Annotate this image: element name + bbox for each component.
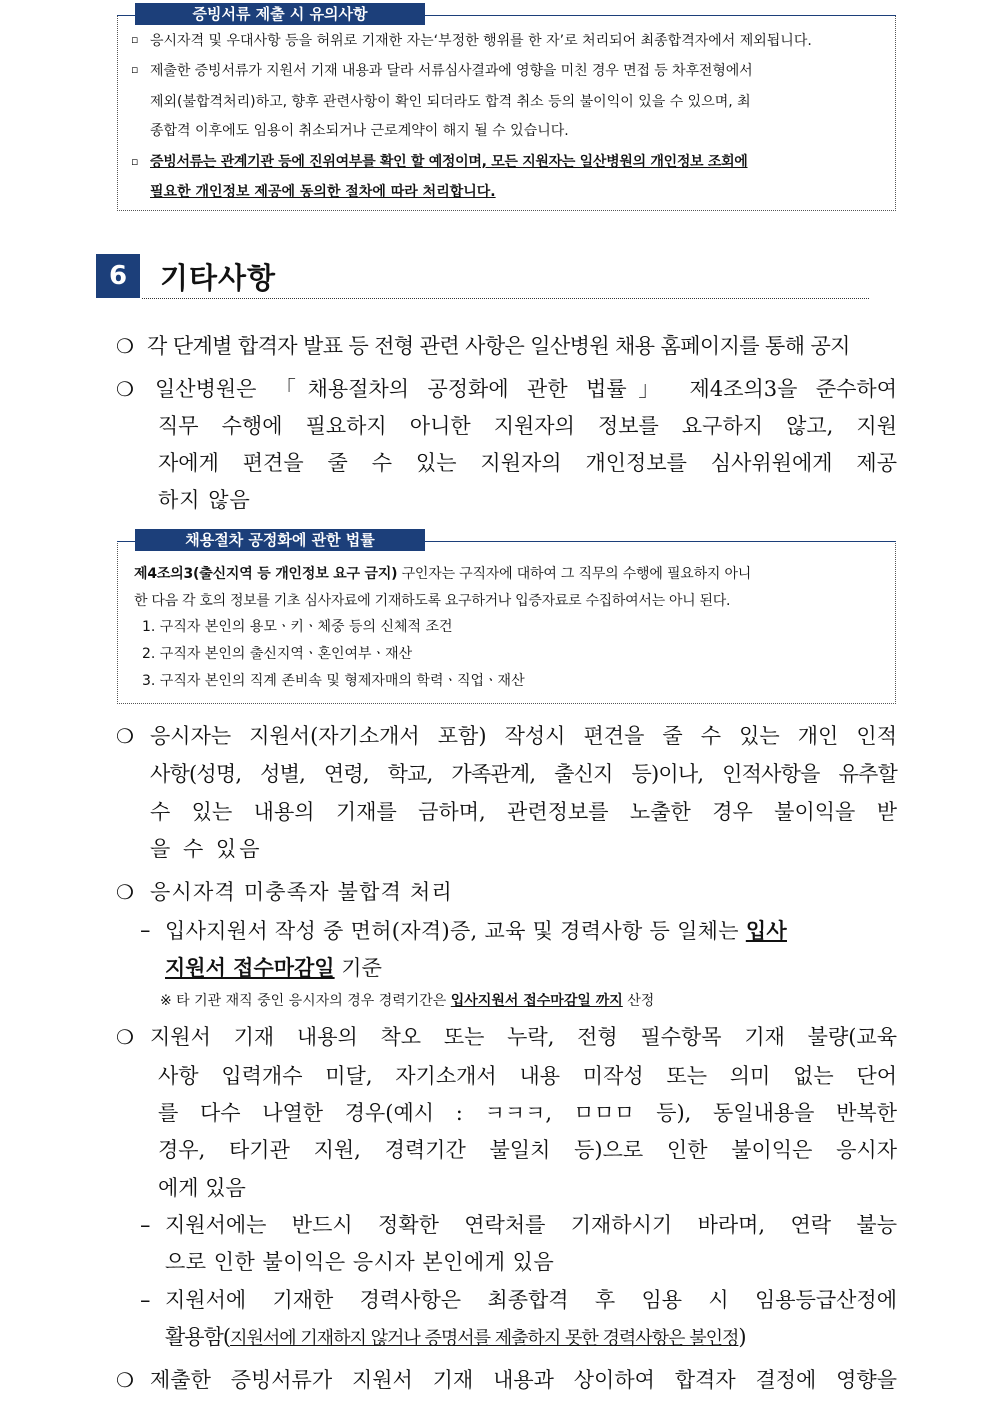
notice-item-1: 응시자격 및 우대사항 등을 허위로 기재한 자는‘부정한 행위를 한 자’로 처리되어 최종합격자에서 제외됩니다. — [150, 33, 812, 49]
section-number: 6 — [96, 254, 140, 298]
para-eligibility-sub-line-1 — [165, 912, 897, 950]
circle-bullet-icon: ❍ — [116, 1368, 134, 1392]
para-error-line-2: 사항 입력개수 미달, 자기소개서 내용 미작성 또는 의미 없는 단어 — [158, 1064, 897, 1088]
notice-item-2-line-3: 종합격 이후에도 임용이 취소되거나 근로계약이 해지 될 수 있습니다. — [150, 123, 569, 139]
note-end: 산정 — [622, 993, 655, 1009]
circle-bullet-icon: ❍ — [116, 724, 134, 748]
circle-bullet-icon: ❍ — [116, 377, 134, 401]
notice-box-tag: 증빙서류 제출 시 유의사항 — [135, 3, 425, 25]
career-text: 활용함( — [165, 1325, 231, 1349]
deadline-emphasis: 지원서 접수마감일 — [165, 955, 335, 980]
dash-bullet: – — [140, 918, 151, 942]
deadline-text: 기준 — [334, 956, 382, 980]
para-error-line-3: 를 다수 나열한 경우(예시 : ㅋㅋㅋ, ㅁㅁㅁ 등), 동일내용을 반복한 — [158, 1101, 897, 1125]
note-emphasis: 입사지원서 접수마감일 까지 — [450, 993, 623, 1009]
law-article-line-1 — [134, 561, 751, 588]
circle-bullet-icon: ❍ — [116, 1025, 134, 1049]
para-contact-line-2: 으로 인한 불이익은 응시자 본인에게 있음 — [165, 1250, 555, 1274]
para-fairness-line-3: 자에게 편견을 줄 수 있는 지원자의 개인정보를 심사위원에게 제공 — [158, 451, 897, 475]
para-fairness-line-4: 하지 않음 — [158, 488, 251, 512]
notice-item-2-line-1: 제출한 증빙서류가 지원서 기재 내용과 달라 서류심사결과에 영향을 미친 경우 면접 등 차후전형에서 — [150, 63, 753, 79]
dash-bullet: – — [140, 1288, 151, 1312]
section-divider — [142, 298, 869, 299]
para-error-line-5: 에게 있음 — [158, 1176, 246, 1200]
law-item-2: 2. 구직자 본인의 출신지역ㆍ혼인여부ㆍ재산 — [142, 646, 413, 662]
law-item-3: 3. 구직자 본인의 직계 존비속 및 형제자매의 학력ㆍ직업ㆍ재산 — [142, 673, 525, 689]
para-announcement: 각 단계별 합격자 발표 등 전형 관련 사항은 일산병원 채용 홈페이지를 통해 공지 — [147, 334, 850, 358]
note-line — [160, 991, 654, 1011]
para-error-line-1: 지원서 기재 내용의 착오 또는 누락, 전형 필수항목 기재 불량(교육 — [150, 1025, 897, 1049]
dash-bullet: – — [140, 1213, 151, 1237]
para-fairness-line-1: 일산병원은 「채용절차의 공정화에 관한 법률」 제4조의3을 준수하여 — [155, 377, 897, 401]
bullet-square-icon: ▫ — [131, 155, 139, 168]
bullet-square-icon: ▫ — [131, 33, 139, 46]
para-bias-line-4: 을 수 있음 — [150, 837, 263, 861]
career-note: 지원서에 기재하지 않거나 증명서를 제출하지 못한 경력사항은 불인정 — [230, 1328, 739, 1349]
para-bias-line-3: 수 있는 내용의 기재를 금하며, 관련정보를 노출한 경우 불이익을 받 — [150, 800, 897, 824]
para-bias-line-2: 사항(성명, 성별, 연령, 학교, 가족관계, 출신지 등)이나, 인적사항을 유추할 — [150, 762, 897, 786]
section-title: 기타사항 — [160, 261, 277, 295]
law-article-text: 구인자는 구직자에 대하여 그 직무의 수행에 필요하지 아니 — [397, 566, 752, 582]
para-career-line-2 — [165, 1319, 746, 1357]
para-fairness-line-2: 직무 수행에 필요하지 아니한 지원자의 정보를 요구하지 않고, 지원 — [158, 414, 897, 438]
para-contact-line-1: 지원서에는 반드시 정확한 연락처를 기재하시기 바라며, 연락 불능 — [165, 1213, 897, 1237]
para-error-line-4: 경우, 타기관 지원, 경력기간 불일치 등)으로 인한 불이익은 응시자 — [158, 1138, 897, 1162]
law-article-title: 제4조의3(출신지역 등 개인정보 요구 금지) — [134, 566, 398, 582]
law-box-tag: 채용절차 공정화에 관한 법률 — [135, 529, 425, 551]
para-eligibility-sub-line-2 — [165, 949, 382, 987]
circle-bullet-icon: ❍ — [116, 880, 134, 904]
notice-item-2-line-2: 제외(불합격처리)하고, 향후 관련사항이 확인 되더라도 합격 취소 등의 불이익이 있을 수 있으며, 최 — [150, 94, 751, 110]
bullet-square-icon: ▫ — [131, 63, 139, 76]
law-article-line-2: 한 다음 각 호의 정보를 기초 심사자료에 기재하도록 요구하거나 입증자료로 수집하여서는 아니 된다. — [134, 593, 731, 609]
para-career-line-1: 지원서에 기재한 경력사항은 최종합격 후 임용 시 임용등급산정에 — [165, 1288, 897, 1312]
para-bias-line-1: 응시자는 지원서(자기소개서 포함) 작성시 편견을 줄 수 있는 개인 인적 — [150, 724, 897, 748]
law-item-1: 1. 구직자 본인의 용모ㆍ키ㆍ체중 등의 신체적 조건 — [142, 619, 453, 635]
notice-item-3-line-1: 증빙서류는 관계기관 등에 진위여부를 확인 할 예정이며, 모든 지원자는 일산병원의 개인정보 조회에 — [150, 154, 748, 170]
career-close: ) — [738, 1325, 746, 1349]
para-eligibility: 응시자격 미충족자 불합격 처리 — [150, 880, 453, 904]
note-text: ※ 타 기관 재직 중인 응시자의 경우 경력기간은 — [160, 993, 451, 1009]
circle-bullet-icon: ❍ — [116, 334, 134, 358]
notice-item-3-line-2: 필요한 개인정보 제공에 동의한 절차에 따라 처리합니다. — [150, 184, 496, 200]
eligibility-emphasis: 입사 — [745, 918, 787, 943]
para-document-mismatch: 제출한 증빙서류가 지원서 기재 내용과 상이하여 합격자 결정에 영향을 — [150, 1368, 897, 1392]
eligibility-text: 입사지원서 작성 중 면허(자격)증, 교육 및 경력사항 등 일체는 — [165, 919, 746, 943]
